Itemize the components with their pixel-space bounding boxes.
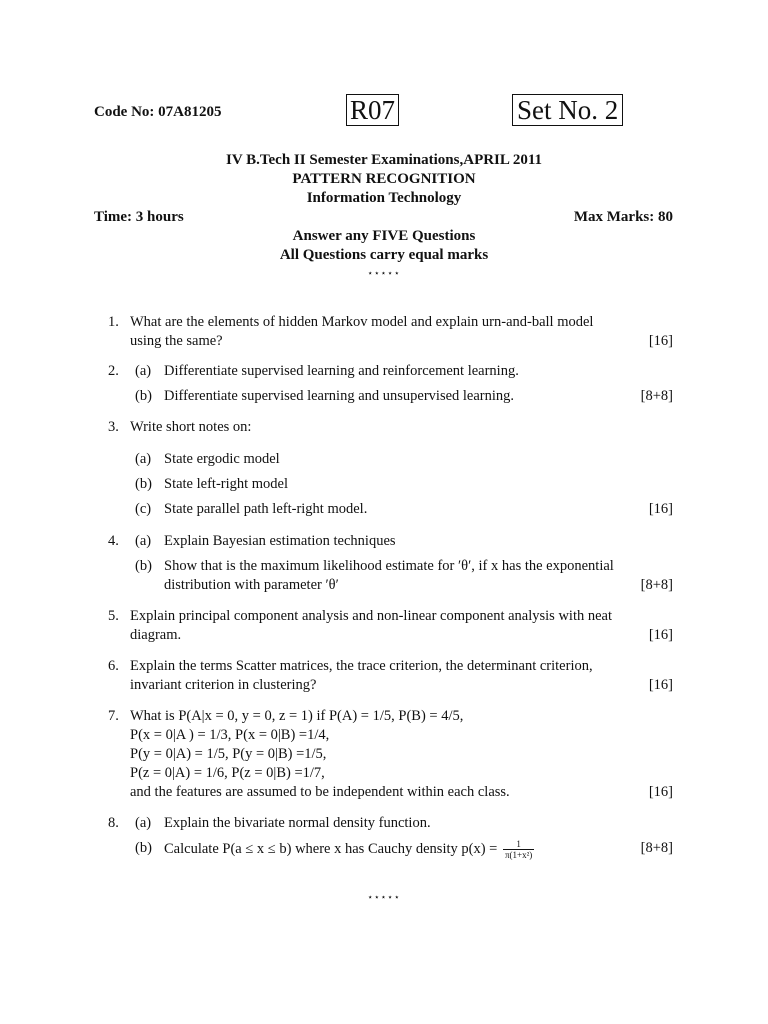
instruction-answer: Answer any FIVE Questions — [292, 228, 476, 244]
marks-label: [8+8] — [640, 840, 673, 856]
subquestion-8a — [135, 814, 673, 833]
subquestion-label: (a) — [135, 363, 152, 379]
subquestion-label: (a) — [135, 533, 152, 549]
question-text-line: diagram. [16] — [130, 627, 673, 643]
marks-label: [16] — [648, 627, 673, 643]
marks-label: [16] — [648, 501, 673, 517]
question-text-line: and the features are assumed to be independent within each class. [16] — [130, 784, 673, 800]
question-text-line: P(y = 0|A) = 1/5, P(y = 0|B) =1/5, — [130, 746, 327, 762]
question-3 — [108, 418, 673, 437]
question-1 — [108, 313, 673, 351]
question-number: 4. — [108, 533, 119, 549]
subquestion-text: distribution with parameter ′θ′ [8+8] — [164, 577, 673, 593]
subquestion-label: (b) — [135, 476, 152, 492]
subquestion-3a — [135, 450, 673, 469]
subquestion-text: Show that is the maximum likelihood estimate for ′θ′, if x has the exponential — [164, 558, 614, 574]
question-number: 3. — [108, 419, 119, 435]
subquestion-label: (b) — [135, 558, 152, 574]
question-number: 8. — [108, 815, 119, 831]
subject-title: PATTERN RECOGNITION — [292, 171, 476, 187]
subquestion-label: (c) — [135, 501, 152, 517]
subquestion-text: Calculate P(a ≤ x ≤ b) where x has Cauchy density p(x) = $\frac{1}{\text{π(1+x²)}}$ [8+8] — [164, 839, 673, 860]
question-text-line: using the same? [16] — [130, 333, 673, 349]
subquestion-text: State left-right model — [164, 476, 289, 492]
subquestion-text: Explain Bayesian estimation techniques — [164, 533, 396, 549]
footer-stars: ⋆⋆⋆⋆⋆ — [367, 892, 401, 902]
marks-label: [8+8] — [640, 577, 673, 593]
subquestion-4a — [135, 532, 673, 551]
subquestion-label: (b) — [135, 840, 152, 856]
marks-label: [16] — [648, 333, 673, 349]
marks-label: [16] — [648, 784, 673, 800]
subquestion-text: State ergodic model — [164, 451, 280, 467]
subquestion-text: Differentiate supervised learning and unsupervised learning. [8+8] — [164, 388, 673, 404]
max-marks-label: Max Marks: 80 — [573, 209, 673, 225]
question-text-line: P(z = 0|A) = 1/6, P(z = 0|B) =1/7, — [130, 765, 325, 781]
cauchy-density-fraction — [503, 839, 534, 860]
exam-title: IV B.Tech II Semester Examinations,APRIL 2011 — [225, 152, 542, 168]
subquestion-2a — [135, 362, 673, 381]
set-number-box: Set No. 2 — [512, 94, 623, 126]
subquestion-3c — [135, 500, 673, 519]
question-text-line: What are the elements of hidden Markov model and explain urn-and-ball model — [130, 314, 594, 330]
question-number: 2. — [108, 363, 119, 379]
fraction-denominator: π(1+x²) — [504, 850, 533, 860]
subquestion-text: Explain the bivariate normal density function. — [164, 815, 431, 831]
question-5 — [108, 607, 673, 645]
question-7 — [108, 707, 673, 802]
subquestion-label: (a) — [135, 451, 152, 467]
subquestion-label: (b) — [135, 388, 152, 404]
branch-title: Information Technology — [306, 190, 462, 206]
question-number: 7. — [108, 708, 119, 724]
question-number: 1. — [108, 314, 119, 330]
question-text-line: invariant criterion in clustering? [16] — [130, 677, 673, 693]
instruction-marks: All Questions carry equal marks — [279, 247, 489, 263]
time-label: Time: 3 hours — [94, 209, 184, 225]
marks-label: [16] — [648, 677, 673, 693]
question-text-line: What is P(A|x = 0, y = 0, z = 1) if P(A) = 1/5, P(B) = 4/5, — [130, 708, 464, 724]
marks-label: [8+8] — [640, 388, 673, 404]
fraction-numerator: 1 — [503, 839, 534, 850]
question-number: 6. — [108, 658, 119, 674]
question-text-line: Write short notes on: — [130, 419, 252, 435]
question-6 — [108, 657, 673, 695]
question-text-line: Explain principal component analysis and non-linear component analysis with neat — [130, 608, 612, 624]
subquestion-text: Differentiate supervised learning and reinforcement learning. — [164, 363, 519, 379]
regulation-box: R07 — [346, 94, 399, 126]
subquestion-4b — [135, 557, 673, 595]
subquestion-3b — [135, 475, 673, 494]
subquestion-text: State parallel path left-right model. [16] — [164, 501, 673, 517]
header-stars: ⋆⋆⋆⋆⋆ — [367, 268, 401, 278]
subquestion-8b — [135, 839, 673, 860]
code-number: Code No: 07A81205 — [94, 104, 222, 120]
question-number: 5. — [108, 608, 119, 624]
subquestion-label: (a) — [135, 815, 152, 831]
question-text-line: Explain the terms Scatter matrices, the trace criterion, the determinant criterion, — [130, 658, 593, 674]
question-text-line: P(x = 0|A ) = 1/3, P(x = 0|B) =1/4, — [130, 727, 330, 743]
subquestion-2b — [135, 387, 673, 406]
